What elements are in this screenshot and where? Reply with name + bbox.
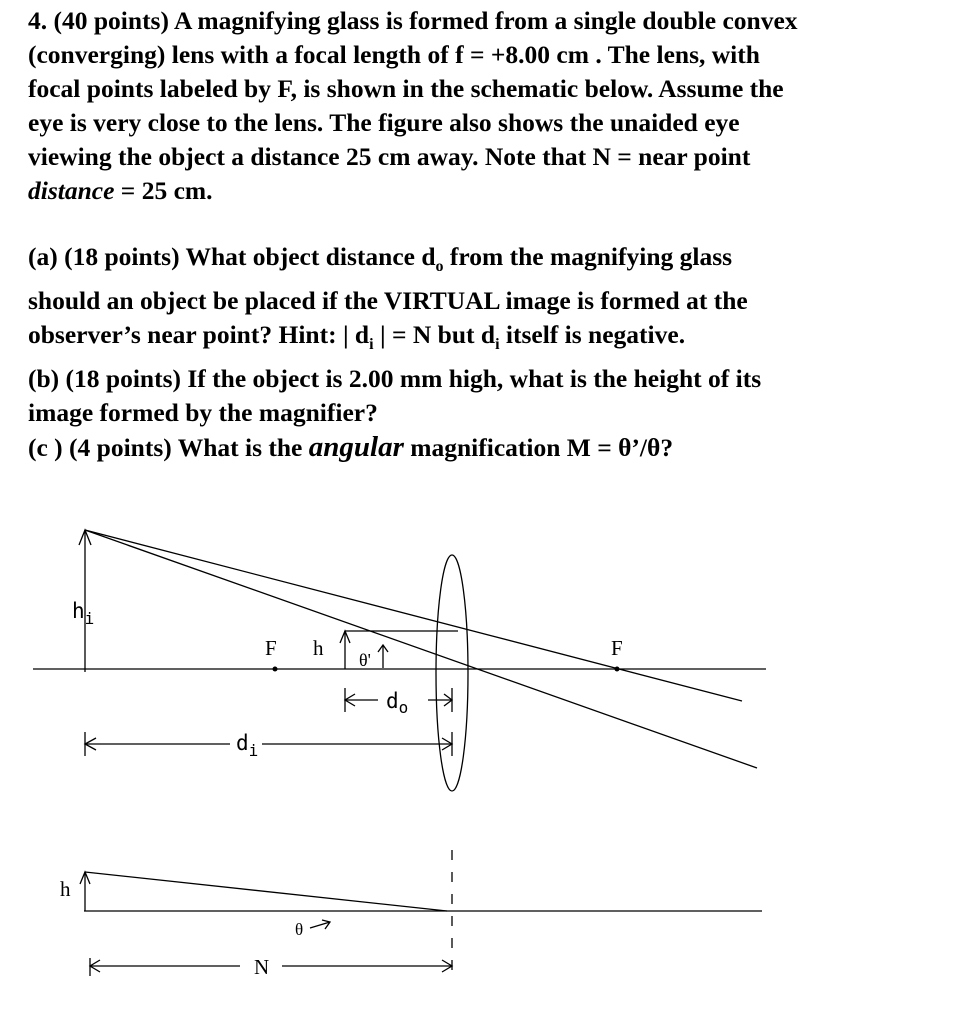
label-f-left: F — [265, 636, 277, 660]
intro-line: viewing the object a distance 25 cm away. Note that N = near point — [28, 142, 751, 171]
intro-line: focal points labeled by F, is shown in the schematic below. Assume the — [28, 74, 784, 103]
label-hi: $h_i$ — [72, 599, 95, 628]
part-a-text: observer’s near point? Hint: | d — [28, 320, 370, 350]
subscript-i: i — [369, 336, 374, 354]
lower-ray — [85, 872, 447, 911]
intro-italic-word: distance — [28, 176, 115, 205]
label-theta-prime: θ' — [359, 650, 371, 670]
label-h-object: h — [313, 636, 324, 660]
part-a-text: from the magnifying glass — [443, 242, 733, 271]
ray-parallel — [85, 530, 742, 701]
part-c-italic: angular — [308, 431, 404, 464]
label-theta: θ — [295, 920, 304, 939]
label-f-right: F — [611, 636, 623, 660]
part-c-text: (c ) (4 points) What is the — [28, 433, 309, 463]
subscript-o: o — [435, 258, 444, 276]
intro-line: eye is very close to the lens. The figure also shows the unaided eye — [28, 108, 740, 137]
part-c-text: magnification M = θ’/θ? — [403, 433, 674, 463]
subscript-i: i — [495, 336, 500, 354]
label-h-lower: h — [60, 877, 71, 901]
theta-arrow — [310, 920, 330, 929]
part-b-line: (b) (18 points) If the object is 2.00 mm high, what is the height of its — [28, 364, 762, 394]
label-n: N — [254, 955, 270, 979]
focal-point-right — [615, 667, 620, 672]
part-b-line: image formed by the magnifier? — [28, 398, 378, 428]
ray-center — [85, 530, 757, 768]
label-di: $d_i$ — [236, 731, 259, 760]
intro-last-rest: = 25 cm. — [114, 176, 213, 205]
part-a-text: itself is negative. — [499, 320, 686, 350]
intro-line: (converging) lens with a focal length of f = +8.00 cm . The lens, with — [28, 40, 760, 69]
focal-point-left — [273, 667, 278, 672]
part-a-text: | = N but d — [373, 320, 496, 350]
label-do: $d_o$ — [386, 689, 409, 717]
intro-line: 4. (40 points) A magnifying glass is formed from a single double convex — [28, 6, 798, 35]
part-a-line: should an object be placed if the VIRTUAL image is formed at the — [28, 286, 748, 316]
part-a-text: (a) (18 points) What object distance d — [28, 242, 436, 271]
